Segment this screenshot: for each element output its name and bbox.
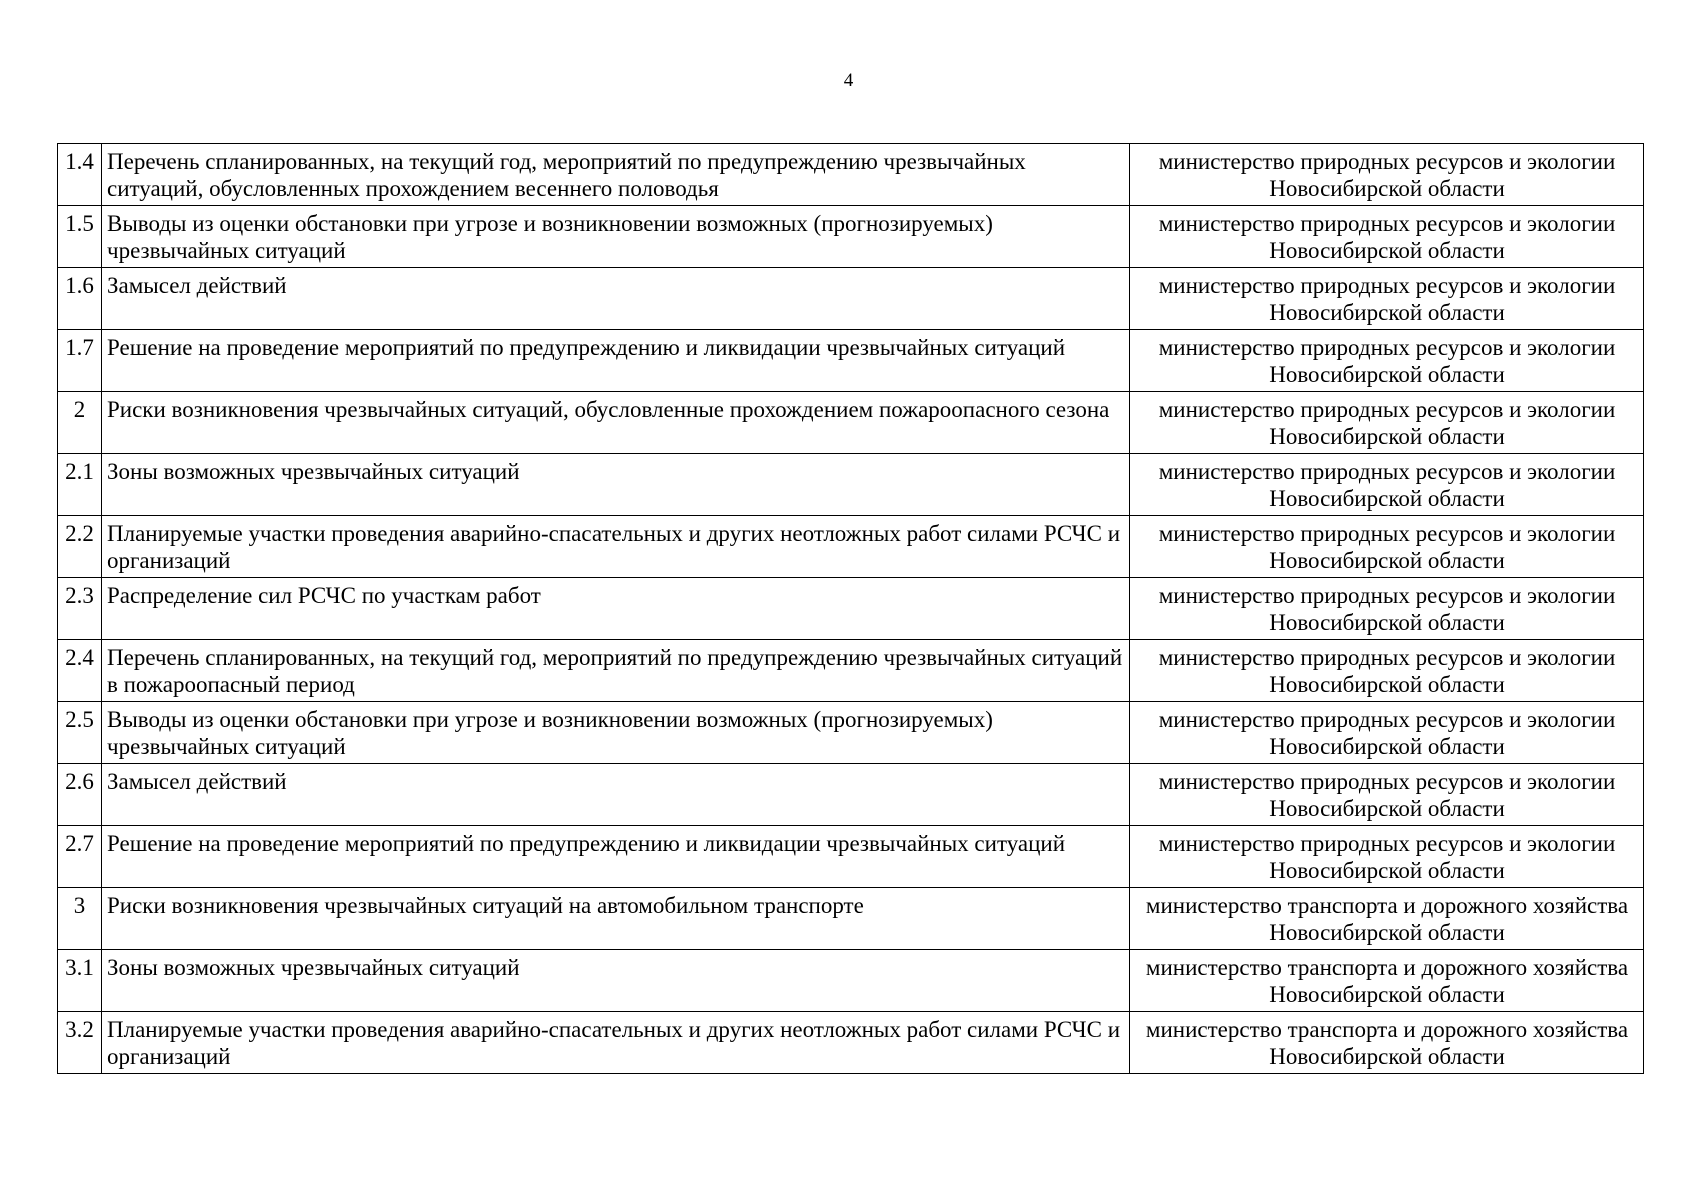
row-responsible: министерство транспорта и дорожного хозяйства Новосибирской области — [1130, 1012, 1644, 1074]
row-description: Перечень спланированных, на текущий год, мероприятий по предупреждению чрезвычайных ситуаций в пожароопасный период — [102, 640, 1130, 702]
table-row — [58, 826, 1644, 888]
row-responsible: министерство природных ресурсов и экологии Новосибирской области — [1130, 640, 1644, 702]
row-number: 2.3 — [58, 578, 102, 640]
row-responsible: министерство природных ресурсов и экологии Новосибирской области — [1130, 454, 1644, 516]
row-description: Распределение сил РСЧС по участкам работ — [102, 578, 1130, 640]
page-number: 4 — [843, 70, 854, 91]
table-row — [58, 764, 1644, 826]
row-responsible: министерство природных ресурсов и экологии Новосибирской области — [1130, 826, 1644, 888]
row-description: Риски возникновения чрезвычайных ситуаций на автомобильном транспорте — [102, 888, 1130, 950]
row-responsible: министерство транспорта и дорожного хозяйства Новосибирской области — [1130, 950, 1644, 1012]
row-description: Зоны возможных чрезвычайных ситуаций — [102, 950, 1130, 1012]
row-description: Планируемые участки проведения аварийно-спасательных и других неотложных работ силами РСЧС и организаций — [102, 516, 1130, 578]
row-responsible: министерство природных ресурсов и экологии Новосибирской области — [1130, 702, 1644, 764]
row-responsible: министерство транспорта и дорожного хозяйства Новосибирской области — [1130, 888, 1644, 950]
row-description: Перечень спланированных, на текущий год, мероприятий по предупреждению чрезвычайных ситуаций, обусловленных прохождением весеннего половодья — [102, 144, 1130, 206]
table-row — [58, 516, 1644, 578]
row-description: Выводы из оценки обстановки при угрозе и возникновении возможных (прогнозируемых) чрезвычайных ситуаций — [102, 702, 1130, 764]
row-number: 2.5 — [58, 702, 102, 764]
row-responsible: министерство природных ресурсов и экологии Новосибирской области — [1130, 578, 1644, 640]
row-description: Замысел действий — [102, 764, 1130, 826]
row-number: 3.2 — [58, 1012, 102, 1074]
row-number: 1.4 — [58, 144, 102, 206]
table-row — [58, 950, 1644, 1012]
row-description: Выводы из оценки обстановки при угрозе и возникновении возможных (прогнозируемых) чрезвычайных ситуаций — [102, 206, 1130, 268]
row-responsible: министерство природных ресурсов и экологии Новосибирской области — [1130, 144, 1644, 206]
table-row — [58, 454, 1644, 516]
table-row — [58, 640, 1644, 702]
row-number: 1.7 — [58, 330, 102, 392]
document-table — [57, 143, 1644, 1074]
row-number: 3.1 — [58, 950, 102, 1012]
row-responsible: министерство природных ресурсов и экологии Новосибирской области — [1130, 392, 1644, 454]
table-row — [58, 268, 1644, 330]
row-responsible: министерство природных ресурсов и экологии Новосибирской области — [1130, 516, 1644, 578]
row-number: 1.6 — [58, 268, 102, 330]
row-responsible: министерство природных ресурсов и экологии Новосибирской области — [1130, 206, 1644, 268]
row-number: 2.2 — [58, 516, 102, 578]
row-description: Зоны возможных чрезвычайных ситуаций — [102, 454, 1130, 516]
row-responsible: министерство природных ресурсов и экологии Новосибирской области — [1130, 764, 1644, 826]
table-row — [58, 206, 1644, 268]
table-row — [58, 392, 1644, 454]
row-description: Решение на проведение мероприятий по предупреждению и ликвидации чрезвычайных ситуаций — [102, 330, 1130, 392]
row-number: 1.5 — [58, 206, 102, 268]
row-number: 2.1 — [58, 454, 102, 516]
row-description: Планируемые участки проведения аварийно-спасательных и других неотложных работ силами РСЧС и организаций — [102, 1012, 1130, 1074]
row-responsible: министерство природных ресурсов и экологии Новосибирской области — [1130, 268, 1644, 330]
row-description: Решение на проведение мероприятий по предупреждению и ликвидации чрезвычайных ситуаций — [102, 826, 1130, 888]
table-row — [58, 144, 1644, 206]
row-number: 2 — [58, 392, 102, 454]
row-number: 3 — [58, 888, 102, 950]
table-row — [58, 888, 1644, 950]
row-description: Риски возникновения чрезвычайных ситуаций, обусловленные прохождением пожароопасного сезона — [102, 392, 1130, 454]
row-number: 2.4 — [58, 640, 102, 702]
row-number: 2.6 — [58, 764, 102, 826]
table-row — [58, 578, 1644, 640]
table-row — [58, 1012, 1644, 1074]
row-description: Замысел действий — [102, 268, 1130, 330]
row-responsible: министерство природных ресурсов и экологии Новосибирской области — [1130, 330, 1644, 392]
row-number: 2.7 — [58, 826, 102, 888]
table-row — [58, 330, 1644, 392]
table-row — [58, 702, 1644, 764]
